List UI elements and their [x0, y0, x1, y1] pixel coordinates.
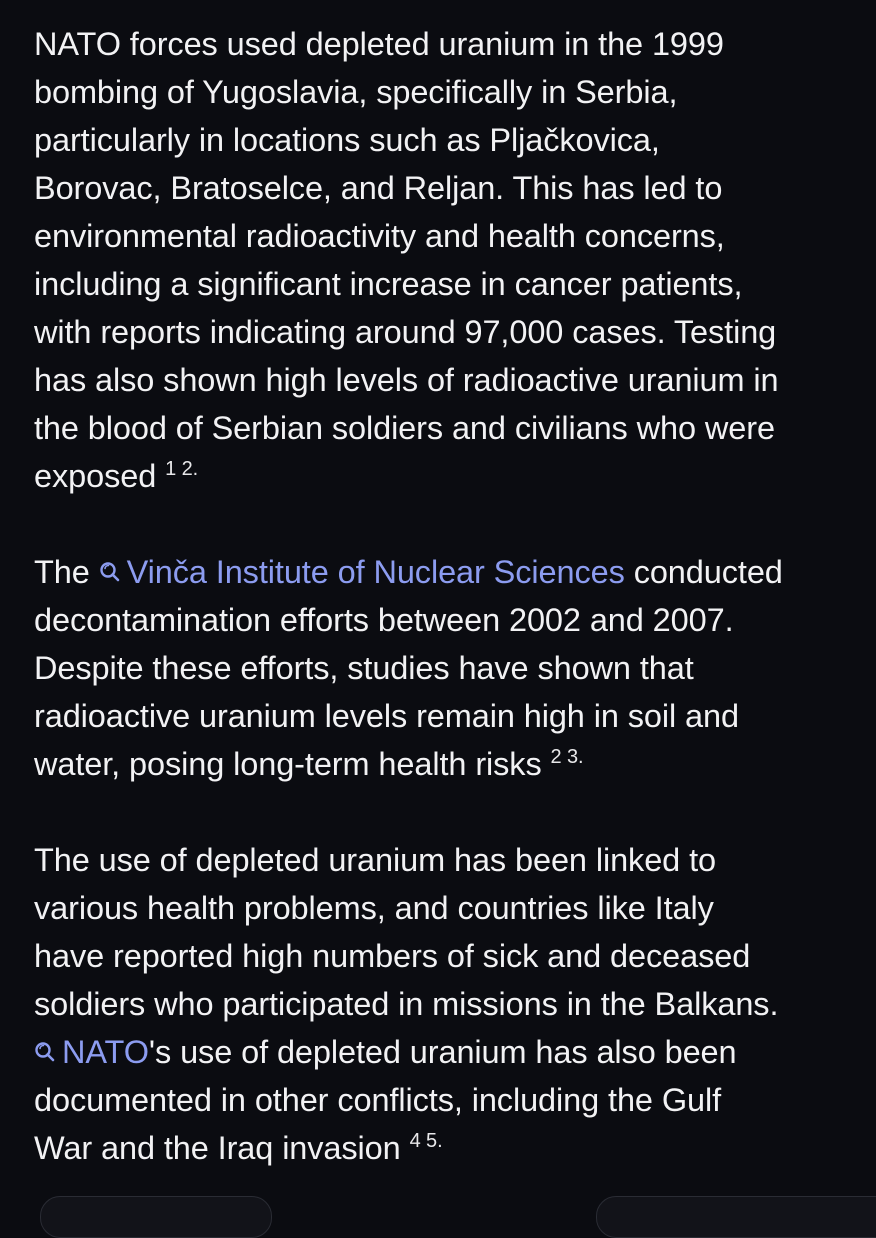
- paragraph-3: [34, 836, 866, 1172]
- citation-markers[interactable]: 1 2.: [165, 458, 199, 481]
- text-line: particularly in locations such as Pljačkovica,: [34, 122, 660, 158]
- text-line: including a significant increase in cancer patients,: [34, 266, 743, 302]
- text-line: decontamination efforts between 2002 and 2007.: [34, 602, 734, 638]
- text-line: with reports indicating around 97,000 cases. Testing: [34, 314, 777, 350]
- text-line: [34, 548, 866, 596]
- text-line: [34, 1028, 866, 1076]
- link-label: NATO: [62, 1034, 149, 1070]
- citation-markers[interactable]: 4 5.: [409, 1130, 443, 1153]
- text-fragment: The: [34, 554, 90, 590]
- action-pill-right[interactable]: [596, 1196, 876, 1238]
- text-line: has also shown high levels of radioactive uranium in: [34, 362, 779, 398]
- text-line: radioactive uranium levels remain high in soil and: [34, 698, 739, 734]
- text-line: Borovac, Bratoselce, and Reljan. This has led to: [34, 170, 723, 206]
- text-fragment: water, posing long-term health risks: [34, 746, 542, 782]
- text-fragment: exposed: [34, 458, 157, 494]
- text-line: environmental radioactivity and health concerns,: [34, 218, 725, 254]
- text-fragment: conducted: [633, 554, 783, 590]
- search-icon: [34, 1039, 56, 1065]
- text-line: have reported high numbers of sick and deceased: [34, 938, 751, 974]
- text-line: [34, 452, 866, 500]
- text-line: Despite these efforts, studies have shown that: [34, 650, 694, 686]
- nato-link[interactable]: [34, 1034, 149, 1070]
- paragraph-1: [34, 20, 866, 500]
- text-line: [34, 740, 866, 788]
- text-line: NATO forces used depleted uranium in the 1999: [34, 26, 724, 62]
- link-label: Vinča Institute of Nuclear Sciences: [126, 554, 625, 590]
- paragraph-2: [34, 548, 866, 788]
- text-line: the blood of Serbian soldiers and civilians who were: [34, 410, 775, 446]
- text-line: bombing of Yugoslavia, specifically in Serbia,: [34, 74, 678, 110]
- response-text: [34, 20, 866, 1172]
- text-line: The use of depleted uranium has been linked to: [34, 842, 716, 878]
- text-fragment: 's use of depleted uranium has also been: [148, 1034, 737, 1070]
- text-line: [34, 1124, 866, 1172]
- text-fragment: War and the Iraq invasion: [34, 1130, 401, 1166]
- text-line: soldiers who participated in missions in the Balkans.: [34, 986, 779, 1022]
- vinca-institute-link[interactable]: [99, 554, 625, 590]
- text-line: various health problems, and countries like Italy: [34, 890, 714, 926]
- bottom-action-bar: [0, 1188, 876, 1200]
- search-icon: [99, 559, 121, 585]
- citation-markers[interactable]: 2 3.: [550, 746, 584, 769]
- text-line: documented in other conflicts, including the Gulf: [34, 1082, 722, 1118]
- action-pill-left[interactable]: [40, 1196, 272, 1238]
